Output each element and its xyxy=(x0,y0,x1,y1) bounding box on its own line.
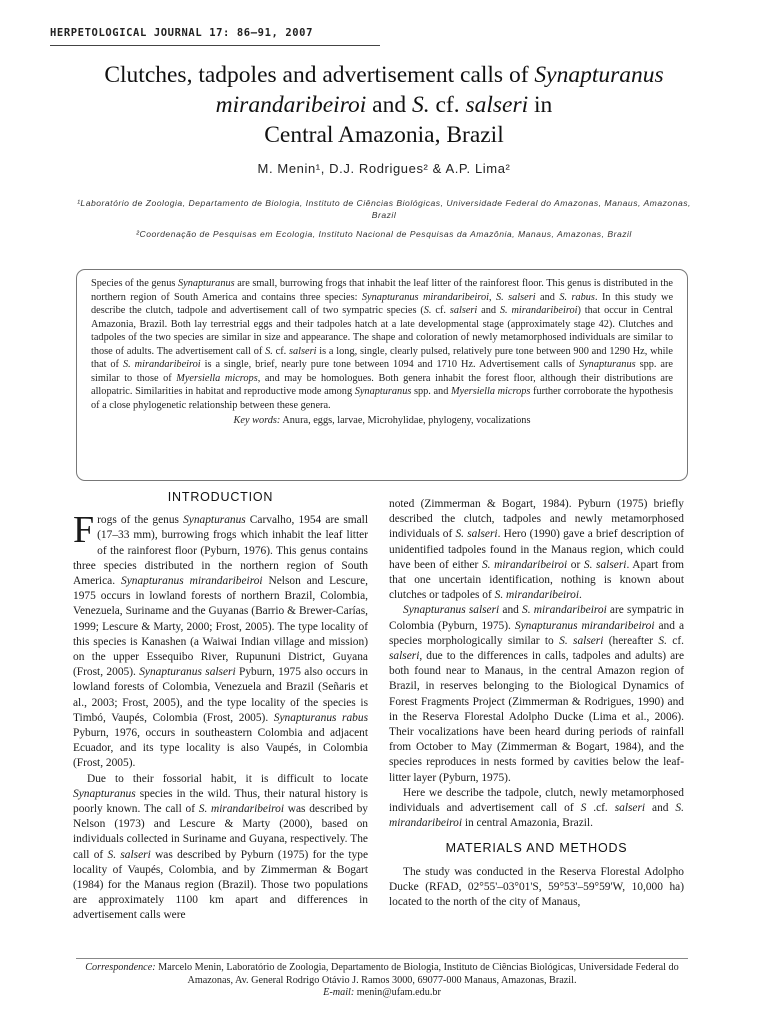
abstract-run: are small, burrowing frogs that inhabit the leaf litter of the rainforest floor. This genus is distributed in the northern region of South America and contains three species: xyxy=(91,278,674,303)
abstract-run: and xyxy=(535,291,560,303)
abstract-taxon: Synapturanus xyxy=(578,359,636,370)
taxon: Synapturanus salseri xyxy=(403,604,500,617)
taxon: Synapturanus xyxy=(183,514,246,527)
text-run: and a species morphologically similar to xyxy=(389,619,684,647)
abstract-taxon: Synapturanus mirandaribeiroi xyxy=(361,291,489,303)
text-run: . Apart from that one uncertain identification, nothing is known about clutches or tadpoles of xyxy=(389,558,684,602)
text-run: cf. xyxy=(666,634,684,647)
taxon: S. xyxy=(658,634,667,647)
taxon: Synapturanus xyxy=(73,787,136,800)
text-run: was described by Nelson (1973) and Lescure & Marty (2000), based on individuals collected in Suriname and Guyana, respectively. The call of xyxy=(73,803,369,861)
footer-rule xyxy=(76,958,688,959)
taxon: Synapturanus mirandaribeiroi xyxy=(121,575,263,588)
title-species-1: mirandaribeiroi xyxy=(215,92,367,118)
text-run: Nelson and Lescure, 1975 occurs in lowland forests of northern Brazil, Colombia, Venezuela, Suriname and the Guyanas (Barrio & Brewer-Carías, 1999; Lescure & Marty, 2000; Frost, 2005). The type locality of this species is Kanashen (a Waiwai Indian village and mission) on the upper Essequibo River, Rupununi District, Guyana (Frost, 2005). xyxy=(73,575,369,679)
taxon: salseri xyxy=(389,650,420,663)
text-run: and xyxy=(645,802,676,815)
taxon: Synapturanus salseri xyxy=(139,666,236,679)
taxon: Synapturanus rabus xyxy=(273,711,368,724)
abstract-taxon: Myersiella microps xyxy=(450,386,531,397)
abstract-text xyxy=(91,277,673,412)
text-run: rogs of the genus xyxy=(97,514,184,527)
intro-paragraph-3 xyxy=(389,497,684,603)
introduction-heading: INTRODUCTION xyxy=(167,490,274,504)
correspondence-text: Marcelo Menin, Laboratório de Zoologia, Departamento de Biologia, Instituto de Ciências Biológicas, Universidade Federal do Amazonas, Av. General Rodrigo Otávio J. Ramos 3000, 69077-000 Manaus, Amazonas, Brazil. xyxy=(155,962,679,986)
abstract-taxon: S. salseri xyxy=(495,291,536,303)
abstract-run: is a single, brief, nearly pure tone between 1094 and 1710 Hz. Advertisement calls of xyxy=(200,359,579,370)
abstract-run: ) that occur in Central Amazonia, Brazil. Both lay terrestrial eggs and their tadpoles hatch at a late developmental stage (approximately stage 42). Clutches and tadpoles of the two species are similar in size and appearance. The shape and coloration of newly metamorphosed individuals are similar to those of adults. The advertisement call of xyxy=(91,305,673,357)
text-run: noted (Zimmerman & Bogart, 1984). Pyburn (1975) briefly described the clutch, tadpoles and newly metamorphosed individuals of xyxy=(389,498,684,541)
intro-paragraph-1 xyxy=(73,509,369,771)
taxon: S. salseri xyxy=(455,528,498,541)
text-run: (hereafter xyxy=(603,634,659,647)
intro-paragraph-2 xyxy=(73,772,368,924)
correspondence-label: Correspondence: xyxy=(85,962,156,973)
taxon: S. mirandaribeiroi xyxy=(522,604,607,617)
intro-paragraph-4 xyxy=(389,603,684,785)
taxon: S xyxy=(580,802,587,815)
title-species-2: salseri xyxy=(465,92,529,118)
title-line-1 xyxy=(40,60,728,90)
text-run: Pyburn, 1976, occurs in southeastern Colombia and adjacent Ecuador, and its type locality is also Vaupés, in Colombia (Frost, 2005). xyxy=(73,727,368,770)
taxon: S. salseri xyxy=(107,848,151,861)
abstract-taxon: S. mirandaribeiroi xyxy=(499,305,578,316)
abstract-taxon: salseri xyxy=(289,345,317,357)
abstract-run: cf. xyxy=(431,305,450,316)
taxon: S. mirandaribeiroi xyxy=(494,589,580,602)
title-genus: Synapturanus xyxy=(534,62,664,88)
methods-paragraph-1: The study was conducted in the Reserva Florestal Adolpho Ducke (RFAD, 02°55'–03°01'S, 59°53'–59°59'W, 10,000 ha) located to the north of the city of Manaus, xyxy=(389,865,684,909)
title-genus-abbr: S. xyxy=(411,92,430,118)
text-run: Pyburn, 1975 also occurs in lowland forests of Colombia, Venezuela and Brazil (Señaris et al., 2003; Frost, 2005), and the type locality of the species is Timbó, Vaupés, Colombia (Frost, 2005). xyxy=(73,666,368,724)
text-run: .cf. xyxy=(586,802,615,815)
taxon: S. salseri xyxy=(583,558,627,571)
article-title xyxy=(40,60,728,150)
title-text: cf. xyxy=(429,92,466,118)
text-run: Carvalho, 1954 are small (17–33 mm), burrowing frogs which inhabit the leaf litter of the rainforest floor (Pyburn, 1976). This genus contains three species distributed in the northern region of South America. xyxy=(73,514,368,588)
abstract-taxon: S. xyxy=(265,345,273,357)
affiliation-1: ¹Laboratório de Zoologia, Departamento de Biologia, Instituto de Ciências Biológicas, Universidade Federal do Amazonas, Manaus, Amazonas, Brazil xyxy=(77,198,691,220)
text-run: are sympatric in Colombia (Pyburn, 1975). xyxy=(389,604,684,632)
title-text: in xyxy=(528,92,553,118)
drop-cap: F xyxy=(73,509,95,552)
abstract-taxon: S. mirandaribeiroi xyxy=(122,359,201,370)
abstract-run: . In this study we describe the clutch, tadpole and advertisement call of two sympatric species ( xyxy=(91,291,674,316)
keywords xyxy=(91,415,673,426)
taxon: S. mirandaribeiroi xyxy=(389,802,684,830)
abstract-taxon: Synapturanus xyxy=(354,386,412,397)
taxon: S. salseri xyxy=(559,634,604,647)
abstract-box xyxy=(76,269,688,481)
abstract-taxon: S. rabus xyxy=(559,291,595,303)
right-column xyxy=(389,497,684,910)
text-run: in central Amazonia, Brazil. xyxy=(462,817,593,830)
title-text: and xyxy=(366,92,412,118)
header-rule xyxy=(50,45,380,46)
affiliation-2: ²Coordenação de Pesquisas em Ecologia, Instituto Nacional de Pesquisas da Amazônia, Manaus, Amazonas, Brazil xyxy=(136,229,632,239)
intro-paragraph-5 xyxy=(389,786,684,832)
left-column xyxy=(73,490,368,924)
abstract-taxon: S. xyxy=(423,305,432,316)
text-run: Here we describe the tadpole, clutch, newly metamorphosed individuals and advertisement call of xyxy=(389,786,684,815)
taxon: salseri xyxy=(614,802,646,815)
title-line-3: Central Amazonia, Brazil xyxy=(264,122,504,148)
abstract-run: and xyxy=(477,305,500,316)
abstract-taxon: salseri xyxy=(449,305,478,316)
text-run: , due to the differences in calls, tadpoles and adults) are both found near to Manaus, in the central Amazon region of Brazil, in reserves belonging to the Biological Dynamics of Forest Fragments Project (Zimmerman & Rodrigues, 1990) and in the Reserva Florestal Adolpho Ducke (Lima et al., 2006). Their vocalizations have been heard during periods of rainfall from October to May (Zimmerman & Bogart, 1984), and the species reproduces in nests formed by cavities below the leaf-litter layer (Pyburn, 1975). xyxy=(389,650,684,784)
title-line-2 xyxy=(40,90,728,120)
keywords-label: Key words: xyxy=(233,415,281,426)
taxon: S. mirandaribeiroi xyxy=(198,803,285,816)
email-label: E-mail: xyxy=(323,987,355,998)
text-run: or xyxy=(567,558,584,571)
abstract-run: , and may be homologues. Both genera inhabit the forest floor, although their distributions are allopatric. Similarities in habitat and reproductive mode among xyxy=(91,372,673,397)
abstract-run: , xyxy=(488,291,496,303)
abstract-run: further corroborate the hypothesis of a close phylogenetic relationship between these genera. xyxy=(91,386,673,411)
abstract-taxon: Myersiella microps xyxy=(176,372,258,384)
title-text: Clutches, tadpoles and advertisement calls of xyxy=(104,62,535,88)
text-run: Due to their fossorial habit, it is difficult to locate xyxy=(87,772,368,785)
abstract-paragraph xyxy=(91,277,673,412)
text-run: . Hero (1990) gave a brief description of unidentified tadpoles found in the Manaus region, which could have been of either xyxy=(389,528,684,571)
journal-header: HERPETOLOGICAL JOURNAL 17: 86–91, 2007 xyxy=(50,27,314,39)
keywords-text: Anura, eggs, larvae, Microhylidae, phylogeny, vocalizations xyxy=(280,415,531,426)
taxon: Synapturanus mirandaribeiroi xyxy=(514,619,655,632)
abstract-run: cf. xyxy=(272,345,289,357)
text-run: was described by Pyburn (1975) for the type locality of Vaupés, Colombia, and by Zimmerman & Bogart (1984) for the Manaus region (Brazil). Those two populations are approximately 1100 km apart and differences in advertisement calls were xyxy=(73,848,368,922)
abstract-run: is a long, single, clearly pulsed, relatively pure tone between 900 and 1290 Hz, while that of xyxy=(91,345,673,370)
text-run: . xyxy=(579,589,582,602)
authors: M. Menin¹, D.J. Rodrigues² & A.P. Lima² xyxy=(257,161,511,176)
correspondence-footer xyxy=(76,962,688,1000)
abstract-taxon: Synapturanus xyxy=(177,278,235,289)
text-run: and xyxy=(499,604,523,617)
email-address[interactable]: menin@ufam.edu.br xyxy=(354,987,441,998)
text-run: species in the wild. Thus, their natural history is poorly known. The call of xyxy=(73,787,368,816)
methods-heading: MATERIALS AND METHODS xyxy=(445,841,628,856)
abstract-run: spp. are similar to those of xyxy=(91,359,673,384)
abstract-run: spp. and xyxy=(411,386,451,397)
taxon: S. mirandaribeiroi xyxy=(481,558,568,571)
abstract-run: Species of the genus xyxy=(91,278,178,289)
